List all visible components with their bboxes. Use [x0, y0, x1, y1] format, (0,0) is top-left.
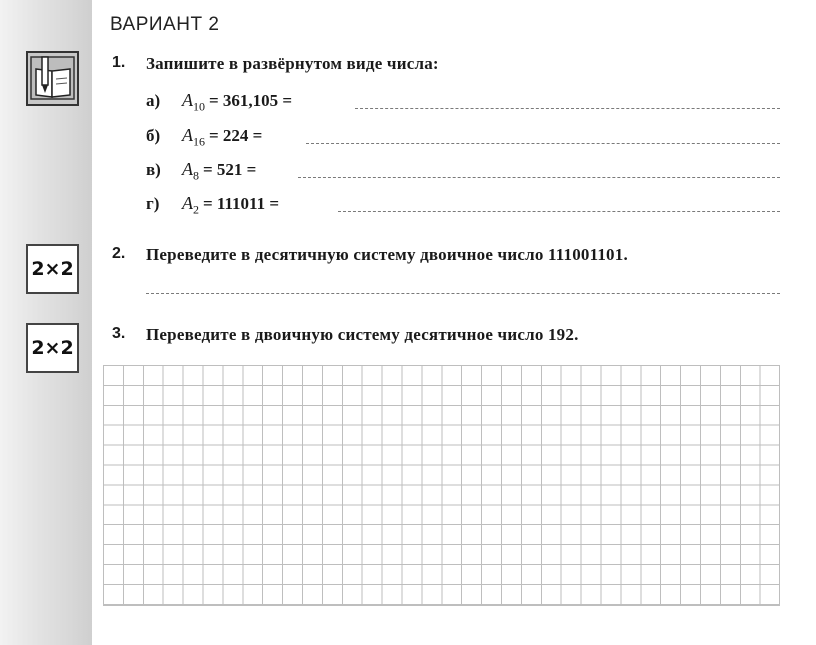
answer-line-b[interactable] — [306, 143, 780, 144]
answer-line-c[interactable] — [298, 177, 780, 178]
item-variable: $A_8$ — [182, 159, 199, 183]
item-expression: = 111011 = — [203, 194, 280, 213]
task1-text: Запишите в развёрнутом виде числа: — [146, 54, 439, 73]
calculation-icon: 2×2 — [26, 244, 79, 294]
item-expression: = 361,105 = — [209, 91, 293, 110]
item-expression: = 224 = — [209, 126, 263, 145]
task2-number: 2. — [112, 245, 126, 262]
book-pencil-icon-graphic — [28, 53, 77, 104]
squared-answer-grid[interactable] — [103, 365, 780, 606]
task1-item-c — [146, 159, 256, 184]
task1-item-a — [146, 90, 292, 115]
task1-item-d — [146, 193, 279, 218]
item-variable: $A_{10}$ — [182, 90, 205, 114]
calculation-icon: 2×2 — [26, 323, 79, 373]
item-letter: а) — [146, 91, 161, 110]
item-letter: г) — [146, 194, 160, 213]
item-variable: $A_{16}$ — [182, 125, 205, 149]
item-variable: $A_2$ — [182, 193, 199, 217]
task2-text: Переведите в десятичную систему двоичное число 111001101. — [146, 245, 628, 264]
answer-line-a[interactable] — [355, 108, 780, 109]
task3-text: Переведите в двоичную систему десятичное число 192. — [146, 325, 579, 344]
task3-number: 3. — [112, 325, 126, 342]
answer-line-d[interactable] — [338, 211, 780, 212]
item-letter: б) — [146, 126, 161, 145]
item-expression: = 521 = — [203, 160, 257, 179]
book-pencil-icon — [26, 51, 79, 106]
variant-title: ВАРИАНТ 2 — [110, 14, 220, 35]
item-letter: в) — [146, 160, 161, 179]
answer-line-task2[interactable] — [146, 293, 780, 294]
task1-item-b — [146, 125, 262, 150]
task1-number: 1. — [112, 54, 126, 71]
